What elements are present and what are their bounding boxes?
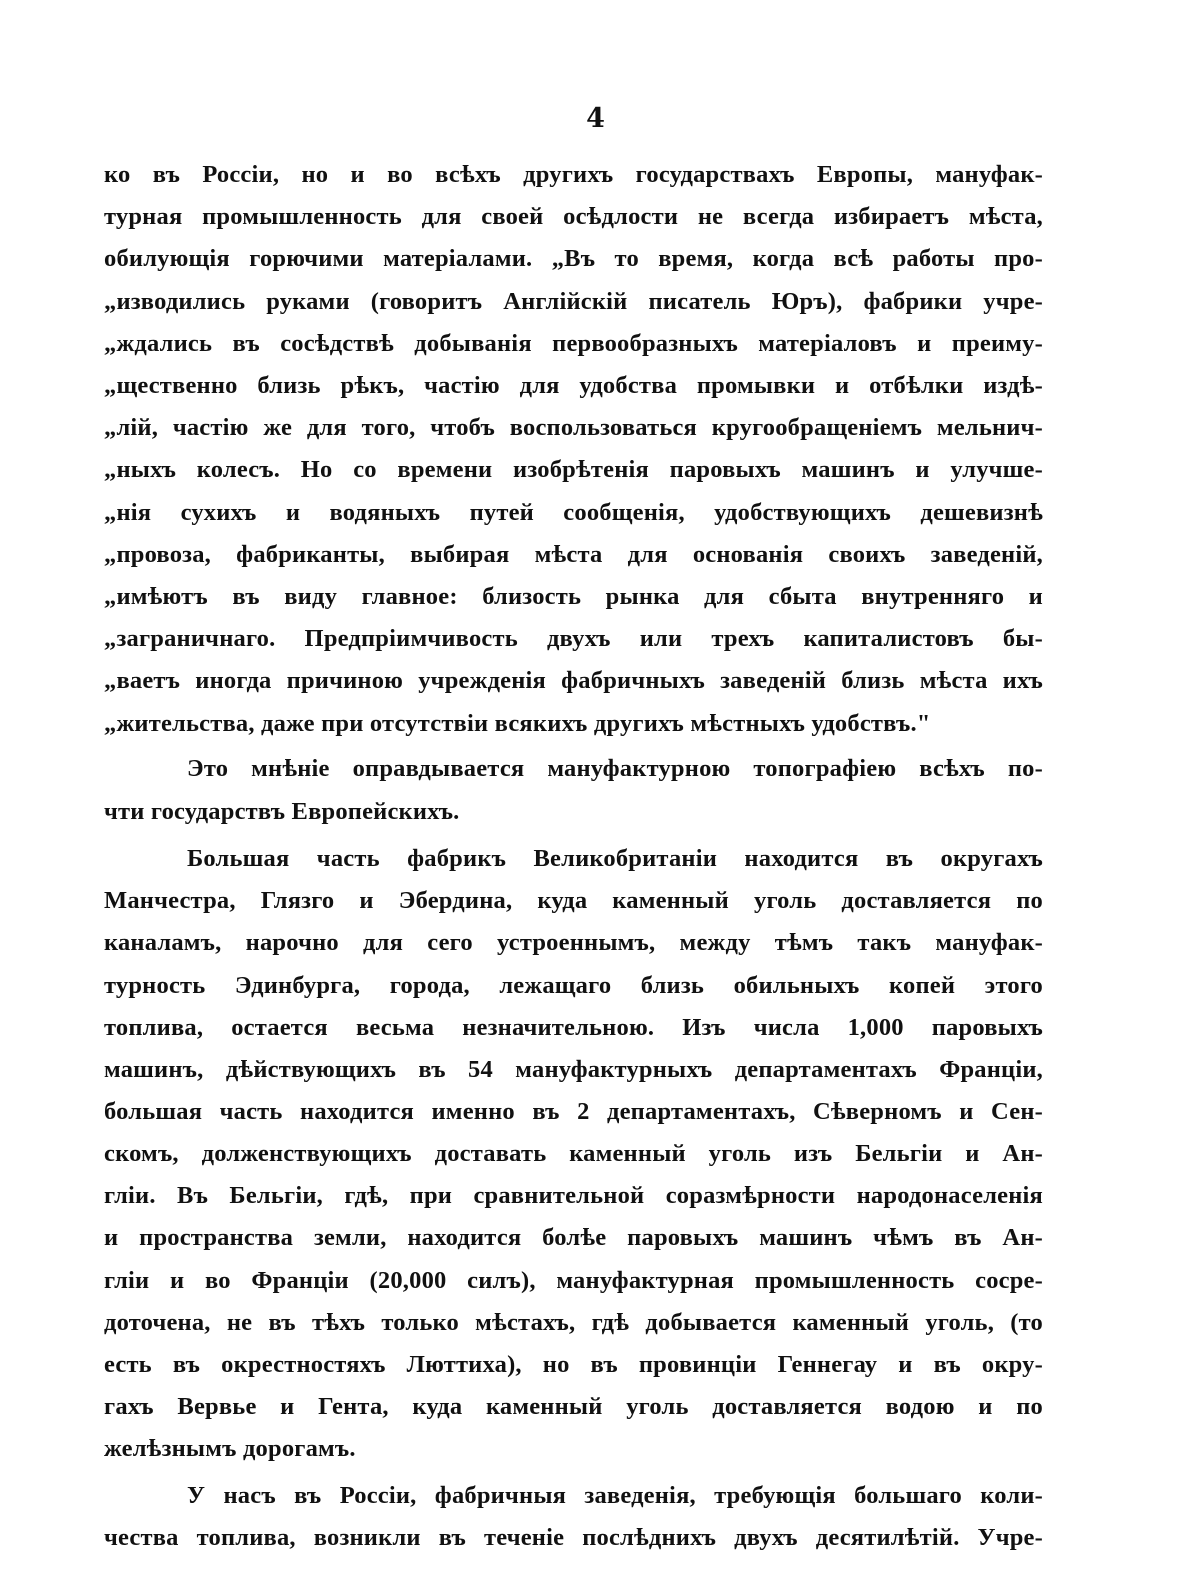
text-line: Большая часть фабрикъ Великобританіи находится въ округахъ xyxy=(187,845,1043,872)
text-line: „заграничнаго. Предпріимчивость двухъ или трехъ капиталистовъ бы- xyxy=(104,625,1043,652)
page-number: 4 xyxy=(586,103,605,134)
text-line: доточена, не въ тѣхъ только мѣстахъ, гдѣ добывается каменный уголь, (то xyxy=(104,1309,1043,1336)
text-line: „ждались въ сосѣдствѣ добыванія первообразныхъ матеріаловъ и преиму- xyxy=(104,330,1043,357)
text-line: скомъ, долженствующихъ доставать каменный уголь изъ Бельгіи и Ан- xyxy=(104,1140,1043,1167)
text-line: чества топлива, возникли въ теченіе послѣднихъ двухъ десятилѣтій. Учре- xyxy=(104,1524,1043,1551)
text-line: ко въ Россіи, но и во всѣхъ другихъ государствахъ Европы, мануфак- xyxy=(104,161,1043,188)
text-line: „лій, частію же для того, чтобъ воспользоваться кругообращеніемъ мельнич- xyxy=(104,414,1043,441)
text-line: гліи. Въ Бельгіи, гдѣ, при сравнительной соразмѣрности народонаселенія xyxy=(104,1182,1043,1209)
text-line: чти государствъ Европейскихъ. xyxy=(104,798,460,825)
text-line: Это мнѣніе оправдывается мануфактурною топографіею всѣхъ по- xyxy=(187,755,1043,782)
text-line: гліи и во Франціи (20,000 силъ), мануфактурная промышленность сосре- xyxy=(104,1267,1043,1294)
text-line: „щественно близь рѣкъ, частію для удобства промывки и отбѣлки издѣ- xyxy=(104,372,1043,399)
text-line: турность Эдинбурга, города, лежащаго близь обильныхъ копей этого xyxy=(104,972,1043,999)
text-line: топлива, остается весьма незначительною. Изъ числа 1,000 паровыхъ xyxy=(104,1014,1043,1041)
text-line: машинъ, дѣйствующихъ въ 54 мануфактурныхъ департаментахъ Франціи, xyxy=(104,1056,1043,1083)
text-line: У насъ въ Россіи, фабричныя заведенія, требующія большаго коли- xyxy=(187,1482,1043,1509)
text-line: турная промышленность для своей осѣдлости не всегда избираетъ мѣста, xyxy=(104,203,1043,230)
text-line: „провоза, фабриканты, выбирая мѣста для основанія своихъ заведеній, xyxy=(104,541,1043,568)
text-line: и пространства земли, находится болѣе паровыхъ машинъ чѣмъ въ Ан- xyxy=(104,1224,1043,1251)
text-line: Манчестра, Глязго и Эбердина, куда каменный уголь доставляется по xyxy=(104,887,1043,914)
text-line: „изводились руками (говоритъ Англійскій писатель Юръ), фабрики учре- xyxy=(104,288,1043,315)
text-line: „жительства, даже при отсутствіи всякихъ другихъ мѣстныхъ удобствъ." xyxy=(104,710,931,737)
text-line: обилующія горючими матеріалами. „Въ то время, когда всѣ работы про- xyxy=(104,245,1043,272)
text-line: есть въ окрестностяхъ Люттиха), но въ провинціи Геннегау и въ окру- xyxy=(104,1351,1043,1378)
text-line: „нія сухихъ и водяныхъ путей сообщенія, удобствующихъ дешевизнѣ xyxy=(104,499,1043,526)
text-line: „ныхъ колесъ. Но со времени изобрѣтенія паровыхъ машинъ и улучше- xyxy=(104,456,1043,483)
text-line: желѣзнымъ дорогамъ. xyxy=(104,1435,356,1462)
text-line: каналамъ, нарочно для сего устроеннымъ, между тѣмъ такъ мануфак- xyxy=(104,929,1043,956)
text-line: гахъ Вервье и Гента, куда каменный уголь доставляется водою и по xyxy=(104,1393,1043,1420)
text-line: большая часть находится именно въ 2 департаментахъ, Сѣверномъ и Сен- xyxy=(104,1098,1043,1125)
text-line: „имѣютъ въ виду главное: близость рынка для сбыта внутренняго и xyxy=(104,583,1043,610)
text-line: „ваетъ иногда причиною учрежденія фабричныхъ заведеній близь мѣста ихъ xyxy=(104,667,1043,694)
